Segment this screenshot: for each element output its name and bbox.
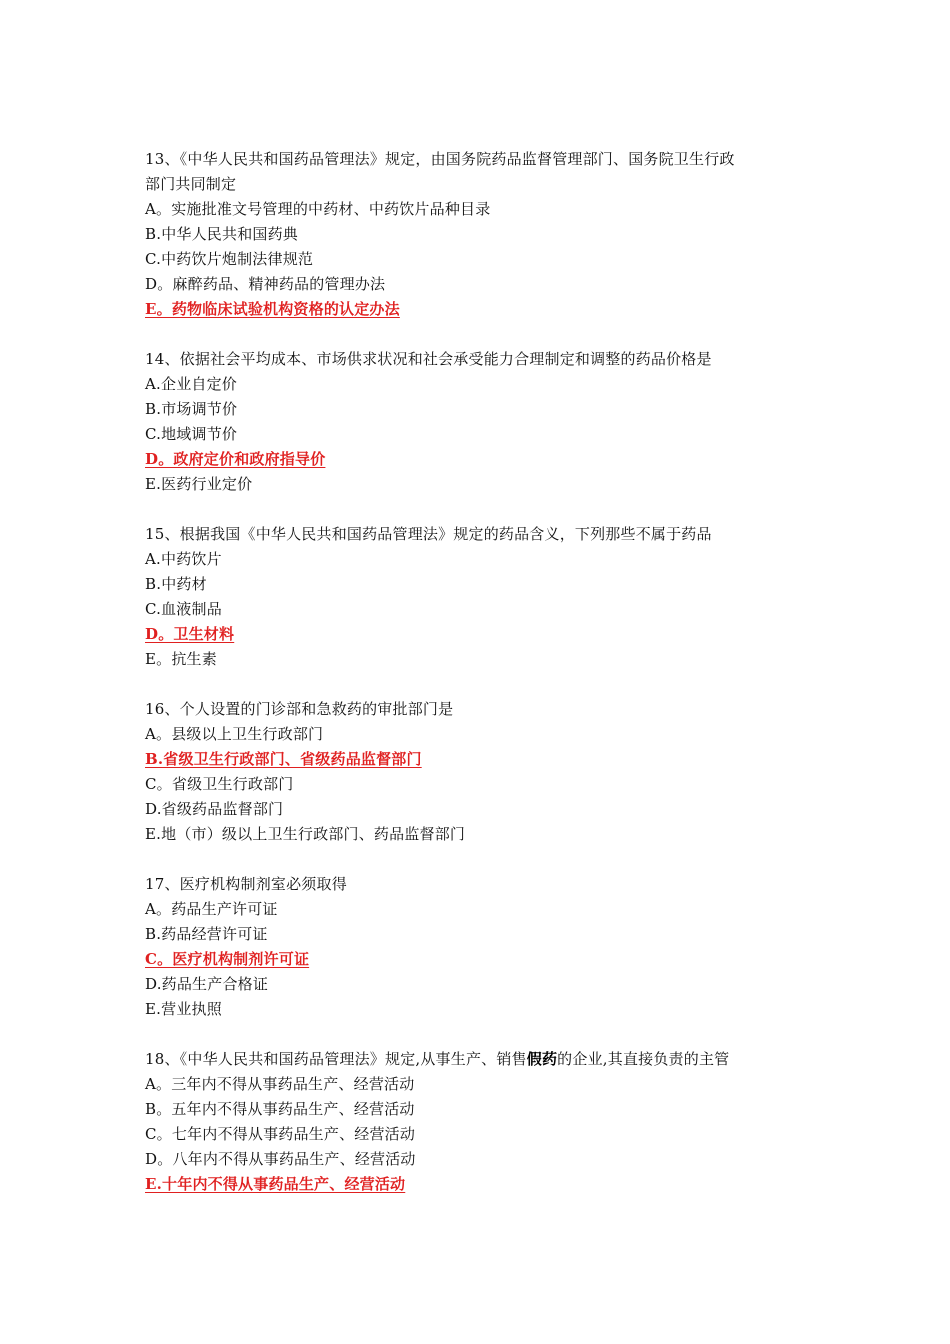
question-stem-part1: 18、《中华人民共和国药品管理法》规定,从事生产、销售 [145, 1050, 527, 1068]
option-e: E.医药行业定价 [145, 475, 253, 493]
question-stem-continued: 部门共同制定 [145, 175, 237, 193]
question-stem: 14、依据社会平均成本、市场供求状况和社会承受能力合理制定和调整的药品价格是 [145, 350, 712, 368]
option-b-correct-answer: B.省级卫生行政部门、省级药品监督部门 [145, 750, 422, 768]
question-13 [145, 147, 825, 322]
option-a: A。实施批准文号管理的中药材、中药饮片品种目录 [145, 200, 491, 218]
option-b: B.市场调节价 [145, 400, 238, 418]
question-17 [145, 872, 825, 1022]
question-15 [145, 522, 825, 672]
option-d: D.省级药品监督部门 [145, 800, 284, 818]
option-b: B。五年内不得从事药品生产、经营活动 [145, 1100, 415, 1118]
option-b: B.药品经营许可证 [145, 925, 268, 943]
question-14 [145, 347, 825, 497]
option-d: D.药品生产合格证 [145, 975, 269, 993]
option-c: C.血液制品 [145, 600, 222, 618]
option-a: A。药品生产许可证 [145, 900, 278, 918]
option-e: E.地（市）级以上卫生行政部门、药品监督部门 [145, 825, 466, 843]
option-e: E.营业执照 [145, 1000, 222, 1018]
question-16 [145, 697, 825, 847]
option-d: D。麻醉药品、精神药品的管理办法 [145, 275, 386, 293]
option-a: A。县级以上卫生行政部门 [145, 725, 324, 743]
option-e-correct-answer: E。药物临床试验机构资格的认定办法 [145, 300, 400, 318]
option-e: E。抗生素 [145, 650, 217, 668]
document-page [145, 147, 825, 1222]
option-a: A.企业自定价 [145, 375, 238, 393]
option-d-correct-answer: D。政府定价和政府指导价 [145, 450, 326, 468]
question-stem [145, 1047, 825, 1072]
question-stem-emphasis: 假药 [526, 1050, 558, 1068]
option-c: C.中药饮片炮制法律规范 [145, 250, 314, 268]
option-b: B.中华人民共和国药典 [145, 225, 298, 243]
option-a: A.中药饮片 [145, 550, 222, 568]
question-stem: 15、根据我国《中华人民共和国药品管理法》规定的药品含义，下列那些不属于药品 [145, 525, 712, 543]
option-c-correct-answer: C。医疗机构制剂许可证 [145, 950, 310, 968]
option-a: A。三年内不得从事药品生产、经营活动 [145, 1075, 415, 1093]
option-d-correct-answer: D。卫生材料 [145, 625, 235, 643]
question-stem: 17、医疗机构制剂室必须取得 [145, 875, 347, 893]
option-d: D。八年内不得从事药品生产、经营活动 [145, 1150, 416, 1168]
question-stem: 13、《中华人民共和国药品管理法》规定，由国务院药品监督管理部门、国务院卫生行政 [145, 150, 735, 168]
option-b: B.中药材 [145, 575, 207, 593]
option-c: C.地域调节价 [145, 425, 238, 443]
option-c: C。七年内不得从事药品生产、经营活动 [145, 1125, 416, 1143]
question-stem-part2: 的企业,其直接负责的主管 [557, 1050, 730, 1068]
question-stem: 16、个人设置的门诊部和急救药的审批部门是 [145, 700, 454, 718]
option-e-correct-answer: E.十年内不得从事药品生产、经营活动 [145, 1175, 406, 1193]
option-c: C。省级卫生行政部门 [145, 775, 294, 793]
question-18 [145, 1047, 825, 1197]
